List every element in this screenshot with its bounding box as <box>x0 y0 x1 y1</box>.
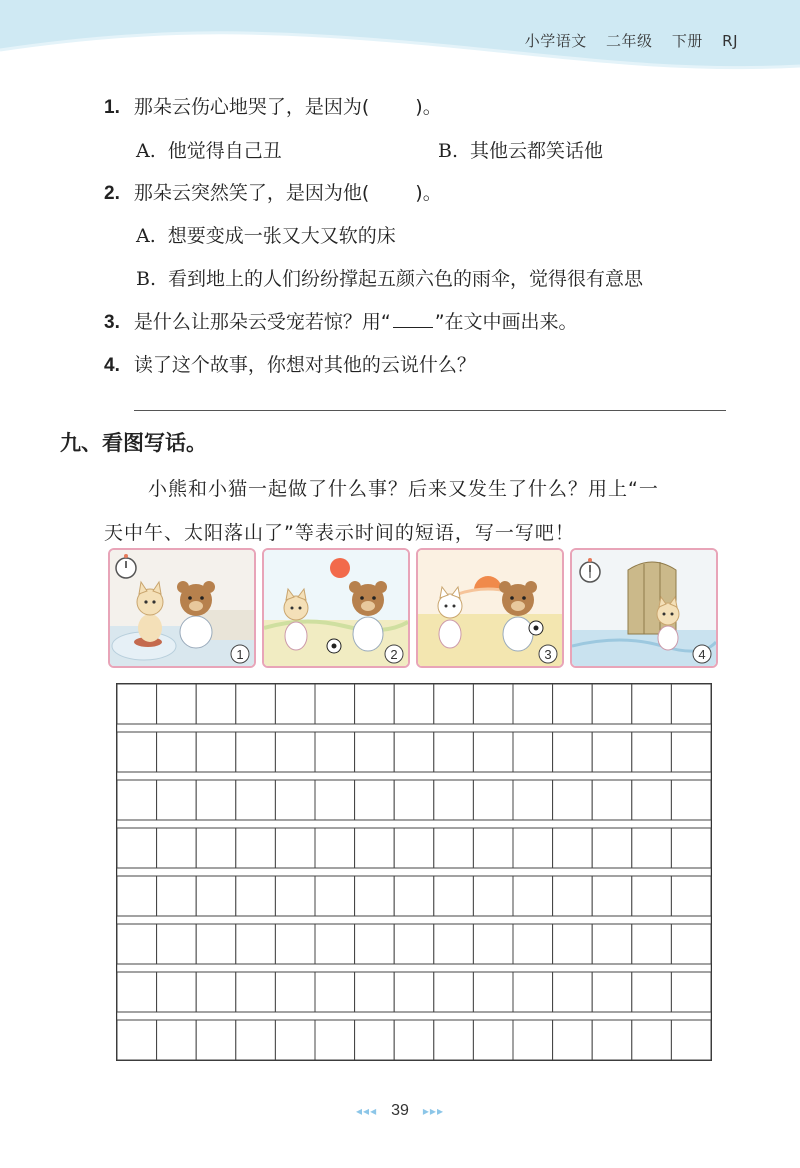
grid-cell[interactable] <box>236 684 276 724</box>
grid-cell[interactable] <box>196 972 236 1012</box>
grid-row <box>117 876 711 916</box>
grid-cell[interactable] <box>473 732 513 772</box>
grid-cell[interactable] <box>394 780 434 820</box>
grid-cell[interactable] <box>157 1020 197 1060</box>
grid-cell[interactable] <box>315 924 355 964</box>
grid-cell[interactable] <box>394 924 434 964</box>
grid-cell[interactable] <box>592 876 632 916</box>
grid-cell[interactable] <box>434 1020 474 1060</box>
grid-cell[interactable] <box>473 828 513 868</box>
panel-number: 3 <box>544 647 552 662</box>
option-text: 想要变成一张又大又软的床 <box>167 225 396 247</box>
question-text: 读了这个故事，你想对其他的云说什么？ <box>133 354 476 376</box>
grid-row <box>117 1020 711 1060</box>
grid-cell[interactable] <box>671 876 711 916</box>
grid-cell[interactable] <box>355 732 395 772</box>
grid-cell[interactable] <box>196 732 236 772</box>
grid-cell[interactable] <box>553 876 593 916</box>
option-letter: A. <box>136 225 156 247</box>
page-footer <box>0 1100 800 1120</box>
next-arrows-icon: ▸▸▸ <box>422 1104 444 1118</box>
grid-cell[interactable] <box>236 972 276 1012</box>
grid-cell[interactable] <box>157 684 197 724</box>
soccer-ball-icon <box>529 621 543 635</box>
grid-row <box>117 828 711 868</box>
grid-cell[interactable] <box>671 1020 711 1060</box>
question-3 <box>104 307 578 334</box>
grid-cell[interactable] <box>315 1020 355 1060</box>
grid-cell[interactable] <box>275 732 315 772</box>
grid-cell[interactable] <box>671 780 711 820</box>
grid-row <box>117 780 711 820</box>
grid-cell[interactable] <box>117 780 157 820</box>
answer-line[interactable] <box>134 410 726 411</box>
option-text: 其他云都笑话他 <box>470 140 604 162</box>
grid-cell[interactable] <box>632 876 672 916</box>
question-text-before: 那朵云突然笑了，是因为他( <box>133 182 370 204</box>
underline-sample <box>393 311 433 328</box>
scene-washing-dishes <box>110 550 254 666</box>
grid-cell[interactable] <box>553 972 593 1012</box>
page-number: 39 <box>391 1102 409 1119</box>
grid-cell[interactable] <box>315 972 355 1012</box>
grid-cell[interactable] <box>275 972 315 1012</box>
grid-cell[interactable] <box>434 972 474 1012</box>
grid-cell[interactable] <box>592 924 632 964</box>
question-number: 4. <box>104 355 120 376</box>
grid-cell[interactable] <box>553 732 593 772</box>
grid-cell[interactable] <box>315 732 355 772</box>
question-text-after: )。 <box>415 96 442 118</box>
grid-cell[interactable] <box>473 684 513 724</box>
option-text: 看到地上的人们纷纷撑起五颜六色的雨伞，觉得很有意思 <box>168 268 644 290</box>
picture-panel-2 <box>262 548 410 668</box>
panel-number-badge <box>385 645 403 663</box>
grid-cell[interactable] <box>236 828 276 868</box>
question-number: 1. <box>104 97 120 118</box>
grid-cell[interactable] <box>196 876 236 916</box>
grid-cell[interactable] <box>632 732 672 772</box>
scene-sunset <box>418 550 562 666</box>
grid-cell[interactable] <box>592 972 632 1012</box>
grid-cell[interactable] <box>196 828 236 868</box>
grid-cell[interactable] <box>592 732 632 772</box>
section-title: 九、看图写话。 <box>60 431 207 455</box>
grid-cell[interactable] <box>592 780 632 820</box>
grid-cell[interactable] <box>632 972 672 1012</box>
question-text-before: 是什么让那朵云受宠若惊？用“ <box>133 311 391 333</box>
grid-cell[interactable] <box>553 1020 593 1060</box>
grid-cell[interactable] <box>355 828 395 868</box>
grid-cell[interactable] <box>157 972 197 1012</box>
grid-cell[interactable] <box>513 876 553 916</box>
panel-number-badge <box>539 645 557 663</box>
grid-cell[interactable] <box>592 1020 632 1060</box>
grid-row <box>117 732 711 772</box>
instruction-line-2: 天中午、太阳落山了”等表示时间的短语，写一写吧！ <box>104 522 575 544</box>
grid-cell[interactable] <box>196 780 236 820</box>
picture-panel-4 <box>570 548 718 668</box>
grid-cell[interactable] <box>632 924 672 964</box>
grid-cell[interactable] <box>592 828 632 868</box>
panel-number-badge <box>231 645 249 663</box>
grid-cell[interactable] <box>355 972 395 1012</box>
grid-cell[interactable] <box>355 924 395 964</box>
grid-cell[interactable] <box>394 732 434 772</box>
grid-cell[interactable] <box>473 780 513 820</box>
grid-row <box>117 924 711 964</box>
header-info <box>511 30 738 51</box>
scene-door-evening <box>572 550 716 666</box>
grid-cell[interactable] <box>434 876 474 916</box>
prev-arrows-icon: ◂◂◂ <box>356 1104 378 1118</box>
grid-cell[interactable] <box>157 924 197 964</box>
panel-number: 4 <box>698 647 706 662</box>
grid-cell[interactable] <box>236 780 276 820</box>
grid-cell[interactable] <box>632 1020 672 1060</box>
grid-cell[interactable] <box>355 876 395 916</box>
grid-cell[interactable] <box>671 972 711 1012</box>
grid-cell[interactable] <box>394 876 434 916</box>
grid-cell[interactable] <box>513 780 553 820</box>
grid-cell[interactable] <box>434 828 474 868</box>
picture-panels <box>108 548 718 670</box>
grid-cell[interactable] <box>315 780 355 820</box>
soccer-ball-icon <box>327 639 341 653</box>
grid-cell[interactable] <box>355 780 395 820</box>
grid-cell[interactable] <box>394 828 434 868</box>
option-letter: A. <box>136 140 156 162</box>
question-2 <box>104 178 442 205</box>
grid-cell[interactable] <box>394 1020 434 1060</box>
grid-cell[interactable] <box>275 924 315 964</box>
grid-cell[interactable] <box>275 1020 315 1060</box>
question-2-option-b[interactable] <box>136 264 643 291</box>
sun-icon <box>330 558 350 578</box>
scene-playing-soccer <box>264 550 408 666</box>
grid-cell[interactable] <box>236 1020 276 1060</box>
header-edition: RJ <box>722 32 738 50</box>
grid-cell[interactable] <box>513 732 553 772</box>
grid-cell[interactable] <box>275 876 315 916</box>
grid-cell[interactable] <box>513 828 553 868</box>
grid-cell[interactable] <box>236 876 276 916</box>
grid-cell[interactable] <box>553 828 593 868</box>
grid-cell[interactable] <box>196 684 236 724</box>
question-1 <box>104 92 442 119</box>
question-4 <box>104 350 476 377</box>
grid-cell[interactable] <box>315 684 355 724</box>
grid-cell[interactable] <box>553 684 593 724</box>
grid-cell[interactable] <box>434 780 474 820</box>
grid-cell[interactable] <box>157 828 197 868</box>
grid-cell[interactable] <box>434 924 474 964</box>
grid-cell[interactable] <box>434 732 474 772</box>
grid-cell[interactable] <box>117 1020 157 1060</box>
grid-cell[interactable] <box>117 924 157 964</box>
grid-cell[interactable] <box>394 972 434 1012</box>
grid-cell[interactable] <box>157 780 197 820</box>
grid-cell[interactable] <box>632 780 672 820</box>
grid-cell[interactable] <box>632 684 672 724</box>
panel-number: 1 <box>236 647 244 662</box>
grid-cell[interactable] <box>473 876 513 916</box>
header-subject: 小学语文 <box>524 32 587 50</box>
grid-cell[interactable] <box>473 924 513 964</box>
grid-cell[interactable] <box>196 924 236 964</box>
question-1-option-b[interactable] <box>438 136 603 163</box>
option-letter: B. <box>438 140 459 162</box>
grid-cell[interactable] <box>553 780 593 820</box>
panel-number: 2 <box>390 647 398 662</box>
grid-cell[interactable] <box>513 924 553 964</box>
grid-cell[interactable] <box>394 684 434 724</box>
grid-cell[interactable] <box>671 684 711 724</box>
grid-cell[interactable] <box>553 924 593 964</box>
grid-cell[interactable] <box>513 684 553 724</box>
grid-cell[interactable] <box>315 876 355 916</box>
grid-cell[interactable] <box>117 972 157 1012</box>
question-number: 2. <box>104 183 120 204</box>
option-letter: B. <box>136 268 157 290</box>
grid-row <box>117 972 711 1012</box>
grid-cell[interactable] <box>671 732 711 772</box>
grid-cell[interactable] <box>434 684 474 724</box>
grid-cell[interactable] <box>236 924 276 964</box>
grid-cell[interactable] <box>117 684 157 724</box>
option-text: 他觉得自己丑 <box>167 140 282 162</box>
picture-panel-1 <box>108 548 256 668</box>
grid-cell[interactable] <box>632 828 672 868</box>
panel-number-badge <box>693 645 711 663</box>
question-1-option-a[interactable] <box>136 136 282 163</box>
grid-cell[interactable] <box>473 1020 513 1060</box>
instruction-line-1: 小熊和小猫一起做了什么事？后来又发生了什么？用上“一 <box>148 478 659 500</box>
grid-cell[interactable] <box>592 684 632 724</box>
grid-cell[interactable] <box>157 732 197 772</box>
header-volume: 下册 <box>671 32 703 50</box>
grid-cell[interactable] <box>355 684 395 724</box>
grid-cell[interactable] <box>275 684 315 724</box>
question-number: 3. <box>104 312 120 333</box>
header-grade: 二年级 <box>606 32 653 50</box>
grid-cell[interactable] <box>117 732 157 772</box>
grid-cell[interactable] <box>513 1020 553 1060</box>
writing-grid[interactable] <box>116 683 712 1061</box>
grid-cell[interactable] <box>236 732 276 772</box>
picture-panel-3 <box>416 548 564 668</box>
grid-cell[interactable] <box>473 972 513 1012</box>
grid-row <box>117 684 711 724</box>
question-text-before: 那朵云伤心地哭了，是因为( <box>133 96 370 118</box>
grid-cell[interactable] <box>355 1020 395 1060</box>
question-text-after: )。 <box>415 182 442 204</box>
grid-cell[interactable] <box>315 828 355 868</box>
grid-cell[interactable] <box>671 828 711 868</box>
grid-cell[interactable] <box>117 876 157 916</box>
grid-cell[interactable] <box>117 828 157 868</box>
grid-cell[interactable] <box>671 924 711 964</box>
grid-cell[interactable] <box>157 876 197 916</box>
question-text-after: ”在文中画出来。 <box>434 311 578 333</box>
grid-cell[interactable] <box>275 828 315 868</box>
grid-cell[interactable] <box>275 780 315 820</box>
question-2-option-a[interactable] <box>136 221 396 248</box>
grid-cell[interactable] <box>513 972 553 1012</box>
grid-cell[interactable] <box>196 1020 236 1060</box>
